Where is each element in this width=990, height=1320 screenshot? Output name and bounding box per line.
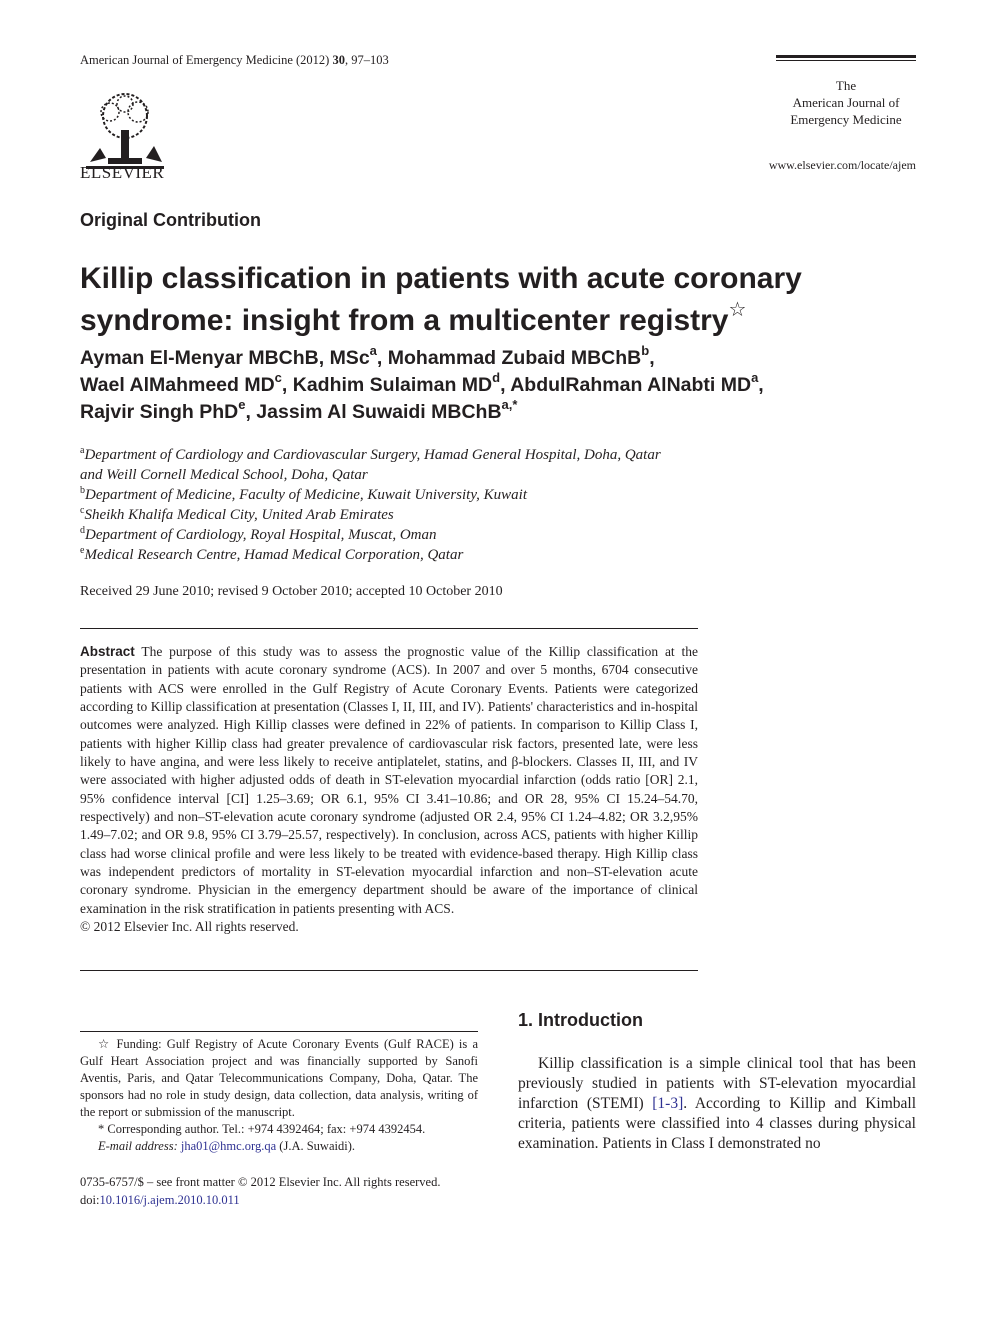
- introduction-text-continued: . According to Killip and Kimball criteria, patients were classified into 4 classes during physical examination. Patients in Class I demonstrated no: [518, 1095, 916, 1152]
- funding-footnote: [80, 1036, 478, 1121]
- abstract-top-rule: [80, 628, 698, 629]
- affiliation-item: [80, 525, 780, 545]
- affiliation-mark: e: [80, 545, 85, 556]
- affiliation-item: [80, 445, 780, 485]
- masthead-rule-thin: [776, 60, 916, 61]
- introduction-body: [518, 1054, 916, 1154]
- affiliation-mark: b: [80, 485, 85, 496]
- received-dates: Received 29 June 2010; revised 9 October 2010; accepted 10 October 2010: [80, 584, 503, 599]
- affiliation-text: Sheikh Khalifa Medical City, United Arab Emirates: [84, 507, 394, 523]
- author-name: Kadhim Sulaiman MD: [292, 374, 493, 396]
- affiliation-mark: a: [80, 445, 85, 456]
- author-affiliation-mark[interactable]: b: [641, 343, 650, 358]
- author-name: Mohammad Zubaid MBChB: [387, 347, 642, 369]
- author-name: Jassim Al Suwaidi MBChB: [256, 401, 502, 423]
- email-label: E-mail address:: [98, 1139, 178, 1153]
- journal-name-line-3: Emergency Medicine: [790, 112, 902, 127]
- citation-volume: 30: [332, 53, 345, 67]
- title-footnote-star-icon[interactable]: ☆: [728, 299, 747, 321]
- corresponding-footnote: [80, 1121, 478, 1138]
- masthead-rule-thick: [776, 55, 916, 58]
- affiliation-text: Department of Medicine, Faculty of Medicine, Kuwait University, Kuwait: [85, 487, 528, 503]
- email-suffix: (J.A. Suwaidi).: [279, 1139, 355, 1153]
- elsevier-wordmark: ELSEVIER: [80, 163, 165, 182]
- author-affiliation-mark[interactable]: d: [492, 370, 501, 385]
- funding-text: Funding: Gulf Registry of Acute Coronary Events (Gulf RACE) is a Gulf Heart Association project and was financially supported by Sanofi Aventis, Paris, and Qatar Telecommunications Company, Doha, Qatar. The sponsors had no role in study design, data collection, data analysis, writing of the report or submission of the manuscript.: [80, 1037, 478, 1119]
- author-name: Wael AlMahmeed MD: [80, 374, 275, 396]
- issn-block: [80, 1173, 478, 1209]
- copyright-line: © 2012 Elsevier Inc. All rights reserved.: [80, 919, 299, 935]
- affiliation-list: [80, 445, 780, 565]
- abstract-text: The purpose of this study was to assess the prognostic value of the Killip classification at the presentation in patients with acute coronary syndrome (ACS). In 2007 and over 5 months, 6704 consecutive patients with ACS were enrolled in the Gulf Registry of Acute Coronary Events. Patients were categorized according to Killip classification at presentation (Classes I, II, III, and IV). Patients' characteristics and in-hospital outcomes were analyzed. High Killip classes were defined in 22% of patients. In comparison to Killip Class I, patients with higher Killip class had greater prevalence of cardiovascular risk factors, presented late, were less likely to have angina, and were less likely to receive antiplatelet, statins, and β-blockers. Classes II, III, and IV were associated with higher adjusted odds of death in ST-elevation myocardial infarction (odds ratio [OR] 2.1, 95% confidence interval [CI] 1.25–3.69; OR 6.1, 95% CI 3.41–10.86; and OR 28, 95% CI 15.24–54.70, respectively) and non–ST-elevation acute coronary syndrome (adjusted OR 2.4, 95% CI 1.24–4.82; OR 3.2,95% 1.49–7.02; and OR 9.8, 95% CI 3.79–25.57, respectively). In conclusion, across ACS, patients with higher Killip class had worse clinical profile and were less likely to be treated with evidence-based therapy. High Killip class was independent predictors of mortality in ST-elevation myocardial infarction and non–ST-elevation acute coronary syndrome. Physician in the emergency department should be aware of the importance of clinical examination in the risk stratification in patients presenting with ACS.: [80, 644, 698, 916]
- issn-line: 0735-6757/$ – see front matter © 2012 Elsevier Inc. All rights reserved.: [80, 1175, 441, 1189]
- author-name: Ayman El-Menyar MBChB, MSc: [80, 347, 370, 369]
- citation-prefix: American Journal of Emergency Medicine (2012): [80, 53, 330, 67]
- article-title: [80, 258, 860, 342]
- abstract: [80, 643, 698, 937]
- affiliation-item: [80, 505, 780, 525]
- affiliation-text: Department of Cardiology, Royal Hospital, Muscat, Oman: [85, 527, 437, 543]
- author-separator: ,: [281, 374, 293, 396]
- abstract-label: Abstract: [80, 644, 135, 659]
- author-separator: ,: [649, 347, 655, 369]
- funding-star-icon: ☆: [98, 1037, 112, 1051]
- author-name: AbdulRahman AlNabti MD: [510, 374, 752, 396]
- affiliation-mark: d: [80, 525, 85, 536]
- affiliation-item: [80, 485, 780, 505]
- reference-link[interactable]: [1-3]: [652, 1095, 684, 1112]
- affiliation-mark: c: [80, 505, 85, 516]
- author-affiliation-mark[interactable]: a: [369, 343, 377, 358]
- doi-link[interactable]: 10.1016/j.ajem.2010.10.011: [99, 1193, 240, 1207]
- author-affiliation-mark[interactable]: c: [274, 370, 282, 385]
- article-type-label: Original Contribution: [80, 210, 261, 230]
- author-separator: ,: [500, 374, 511, 396]
- footnote-rule: [80, 1031, 478, 1032]
- doi-label: doi:: [80, 1193, 100, 1207]
- affiliation-text-continued: and Weill Cornell Medical School, Doha, Qatar: [80, 467, 368, 483]
- author-separator: ,: [758, 374, 764, 396]
- journal-name-line-2: American Journal of: [792, 95, 900, 110]
- author-affiliation-mark[interactable]: a,*: [501, 397, 518, 412]
- affiliation-text: Department of Cardiology and Cardiovascular Surgery, Hamad General Hospital, Doha, Qatar: [84, 447, 661, 463]
- author-list: [80, 345, 880, 426]
- corresponding-asterisk: *: [98, 1122, 105, 1136]
- introduction-heading: 1. Introduction: [518, 1010, 643, 1030]
- abstract-bottom-rule: [80, 970, 698, 971]
- author-name: Rajvir Singh PhD: [80, 401, 239, 423]
- article-title-text: Killip classification in patients with acute coronary syndrome: insight from a multicenter registry: [80, 262, 802, 337]
- footnotes: [80, 1036, 478, 1155]
- email-footnote: [80, 1138, 478, 1155]
- author-affiliation-mark[interactable]: e: [238, 397, 246, 412]
- affiliation-text: Medical Research Centre, Hamad Medical Corporation, Qatar: [84, 547, 464, 563]
- journal-name: [776, 77, 916, 128]
- citation-pages: , 97–103: [344, 53, 389, 67]
- journal-url[interactable]: www.elsevier.com/locate/ajem: [768, 158, 916, 172]
- author-separator: ,: [376, 347, 388, 369]
- author-affiliation-mark[interactable]: a: [751, 370, 759, 385]
- author-separator: ,: [245, 401, 257, 423]
- doi-line: [80, 1191, 478, 1209]
- journal-citation: [80, 53, 389, 68]
- journal-name-line-1: The: [835, 78, 857, 93]
- affiliation-item: [80, 545, 780, 565]
- journal-masthead: [776, 55, 916, 128]
- email-link[interactable]: jha01@hmc.org.qa: [180, 1139, 277, 1153]
- introduction-text: Killip classification is a simple clinical tool that has been previously studied in patients with ST-elevation myocardial infarction (STEMI): [518, 1055, 916, 1112]
- corresponding-text: Corresponding author. Tel.: +974 4392464; fax: +974 4392454.: [107, 1122, 426, 1136]
